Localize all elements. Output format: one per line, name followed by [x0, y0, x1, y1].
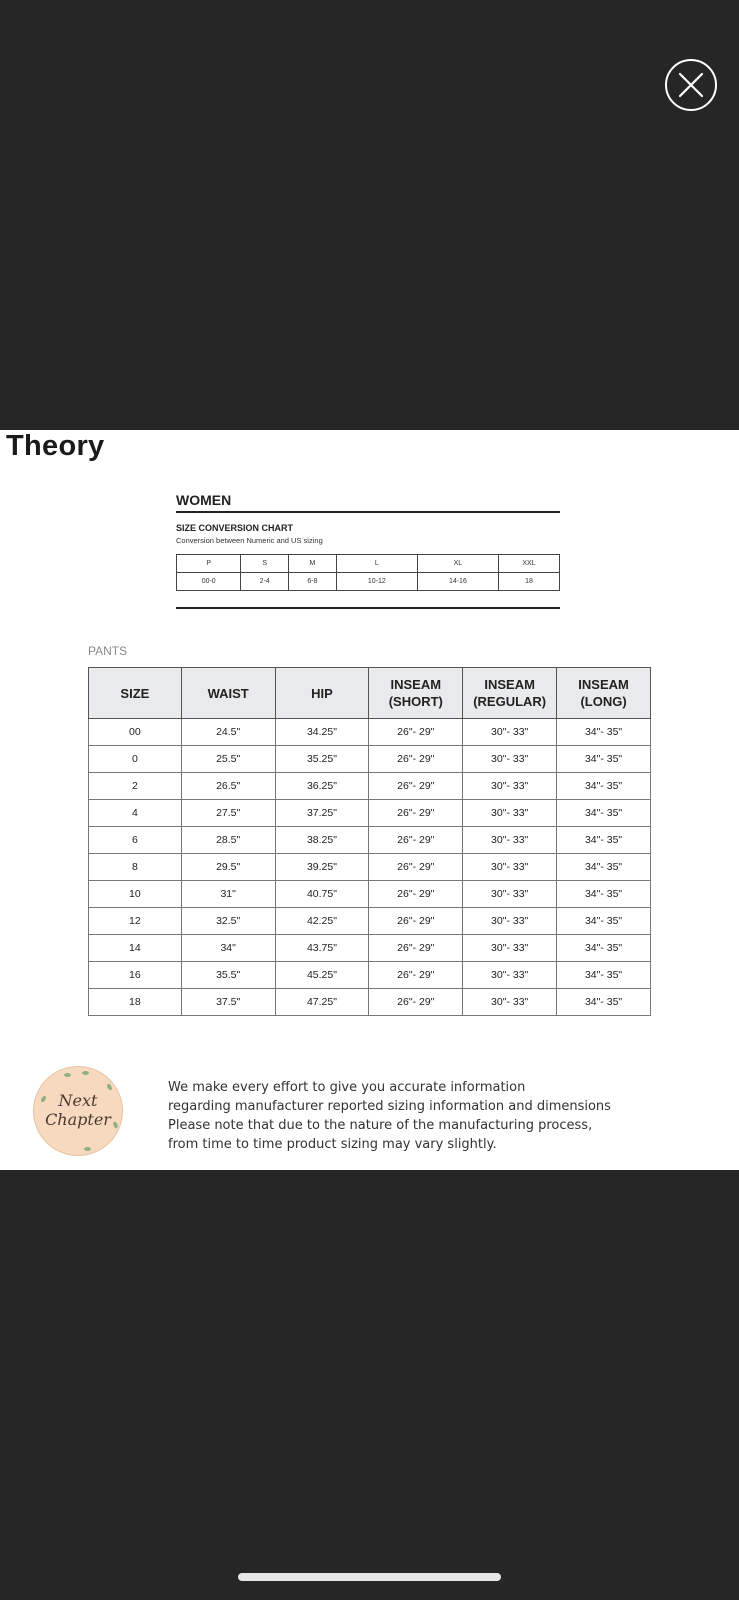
table-cell: 45.25": [275, 962, 369, 989]
table-cell: 35.25": [275, 746, 369, 773]
pants-header-text: INSEAM: [484, 677, 535, 692]
conversion-value-cell: 18: [498, 573, 559, 591]
pants-label: PANTS: [88, 644, 128, 658]
divider: [176, 511, 560, 513]
conversion-title: SIZE CONVERSION CHART: [176, 523, 294, 533]
table-cell: 34"- 35": [557, 800, 651, 827]
table-cell: 30"- 33": [463, 962, 557, 989]
conversion-subtitle: Conversion between Numeric and US sizing: [176, 536, 323, 545]
pants-header-cell: [89, 668, 182, 719]
close-button[interactable]: [665, 59, 717, 111]
table-row: [89, 746, 651, 773]
table-row: [89, 989, 651, 1016]
conversion-header-cell: S: [241, 555, 289, 573]
table-cell: 29.5": [181, 854, 275, 881]
table-cell: 42.25": [275, 908, 369, 935]
section-title: WOMEN: [176, 492, 232, 508]
table-cell: 37.25": [275, 800, 369, 827]
table-cell: 34"- 35": [557, 935, 651, 962]
table-cell: 31": [181, 881, 275, 908]
table-cell: 26"- 29": [369, 989, 463, 1016]
table-cell: 36.25": [275, 773, 369, 800]
table-cell: 26"- 29": [369, 827, 463, 854]
conversion-header-cell: XL: [417, 555, 498, 573]
table-cell: 30"- 33": [463, 773, 557, 800]
table-cell: 30"- 33": [463, 881, 557, 908]
table-cell: 34"- 35": [557, 773, 651, 800]
pants-header-text: (LONG): [580, 694, 627, 709]
table-cell: 34"- 35": [557, 719, 651, 746]
divider: [176, 607, 560, 609]
table-cell: 26"- 29": [369, 719, 463, 746]
table-cell: 34"- 35": [557, 854, 651, 881]
table-row: [89, 827, 651, 854]
table-row: [89, 962, 651, 989]
conversion-table: [176, 554, 560, 591]
conversion-value-cell: 2-4: [241, 573, 289, 591]
pants-header-text: WAIST: [207, 685, 249, 701]
table-row: [89, 935, 651, 962]
disclaimer-line: Please note that due to the nature of the manufacturing process,: [168, 1118, 593, 1133]
pants-header-text: (REGULAR): [473, 694, 547, 709]
table-cell: 30"- 33": [463, 800, 557, 827]
table-row: [89, 773, 651, 800]
pants-header-cell: [557, 668, 651, 719]
table-cell: 26"- 29": [369, 746, 463, 773]
table-cell: 43.75": [275, 935, 369, 962]
table-cell: 0: [89, 746, 182, 773]
conversion-header-cell: M: [289, 555, 337, 573]
table-cell: 38.25": [275, 827, 369, 854]
table-cell: 35.5": [181, 962, 275, 989]
close-icon: [667, 61, 715, 109]
table-cell: 27.5": [181, 800, 275, 827]
table-cell: 39.25": [275, 854, 369, 881]
disclaimer: [168, 1078, 638, 1154]
conversion-header-cell: L: [336, 555, 417, 573]
table-cell: 37.5": [181, 989, 275, 1016]
table-cell: 14: [89, 935, 182, 962]
home-indicator[interactable]: [238, 1573, 501, 1581]
table-cell: 34"- 35": [557, 746, 651, 773]
table-cell: 26"- 29": [369, 935, 463, 962]
pants-header-cell: [369, 668, 463, 719]
conversion-value-cell: 6-8: [289, 573, 337, 591]
table-cell: 30"- 33": [463, 719, 557, 746]
table-cell: 26"- 29": [369, 881, 463, 908]
table-cell: 32.5": [181, 908, 275, 935]
table-cell: 30"- 33": [463, 746, 557, 773]
table-cell: 34"- 35": [557, 962, 651, 989]
pants-header-text: INSEAM: [578, 677, 629, 692]
table-cell: 4: [89, 800, 182, 827]
disclaimer-line: We make every effort to give you accurate information: [168, 1080, 526, 1095]
table-cell: 18: [89, 989, 182, 1016]
disclaimer-line: regarding manufacturer reported sizing information and dimensions: [168, 1099, 611, 1114]
table-cell: 34"- 35": [557, 989, 651, 1016]
table-cell: 26"- 29": [369, 800, 463, 827]
brand-logo: Theory: [6, 430, 105, 462]
pants-size-table: [88, 667, 651, 1016]
pants-header-text: SIZE: [120, 685, 150, 701]
pants-header-cell: [463, 668, 557, 719]
conversion-header-row: [177, 555, 560, 573]
table-cell: 30"- 33": [463, 908, 557, 935]
table-cell: 34"- 35": [557, 908, 651, 935]
conversion-value-cell: 10-12: [336, 573, 417, 591]
next-chapter-logo: [33, 1066, 123, 1156]
table-cell: 47.25": [275, 989, 369, 1016]
table-cell: 16: [89, 962, 182, 989]
pants-header-text: HIP: [311, 685, 333, 701]
table-cell: 26"- 29": [369, 962, 463, 989]
pants-body: [89, 719, 651, 1016]
table-row: [89, 719, 651, 746]
size-chart-image: [0, 430, 739, 1170]
table-cell: 34"- 35": [557, 827, 651, 854]
table-cell: 40.75": [275, 881, 369, 908]
table-cell: 10: [89, 881, 182, 908]
table-cell: 30"- 33": [463, 935, 557, 962]
table-row: [89, 908, 651, 935]
logo-line-2: Chapter: [45, 1110, 111, 1129]
table-row: [89, 854, 651, 881]
pants-header-cell: [181, 668, 275, 719]
pants-header-cell: [275, 668, 369, 719]
conversion-value-cell: 14-16: [417, 573, 498, 591]
table-cell: 34.25": [275, 719, 369, 746]
table-cell: 34": [181, 935, 275, 962]
table-cell: 2: [89, 773, 182, 800]
pants-header-row: [89, 668, 651, 719]
table-cell: 26"- 29": [369, 908, 463, 935]
conversion-value-row: [177, 573, 560, 591]
table-row: [89, 800, 651, 827]
pants-header-text: INSEAM: [390, 677, 442, 692]
conversion-value-cell: 00-0: [177, 573, 241, 591]
logo-line-1: Next: [58, 1091, 98, 1110]
table-cell: 30"- 33": [463, 989, 557, 1016]
table-row: [89, 881, 651, 908]
table-cell: 00: [89, 719, 182, 746]
table-cell: 25.5": [181, 746, 275, 773]
pants-header-text: (SHORT): [388, 694, 443, 709]
table-cell: 8: [89, 854, 182, 881]
table-cell: 28.5": [181, 827, 275, 854]
table-cell: 26"- 29": [369, 773, 463, 800]
table-cell: 26.5": [181, 773, 275, 800]
table-cell: 30"- 33": [463, 854, 557, 881]
conversion-header-cell: XXL: [498, 555, 559, 573]
table-cell: 12: [89, 908, 182, 935]
table-cell: 34"- 35": [557, 881, 651, 908]
table-cell: 6: [89, 827, 182, 854]
table-cell: 26"- 29": [369, 854, 463, 881]
disclaimer-line: from time to time product sizing may vary slightly.: [168, 1137, 497, 1152]
table-cell: 30"- 33": [463, 827, 557, 854]
table-cell: 24.5": [181, 719, 275, 746]
conversion-header-cell: P: [177, 555, 241, 573]
